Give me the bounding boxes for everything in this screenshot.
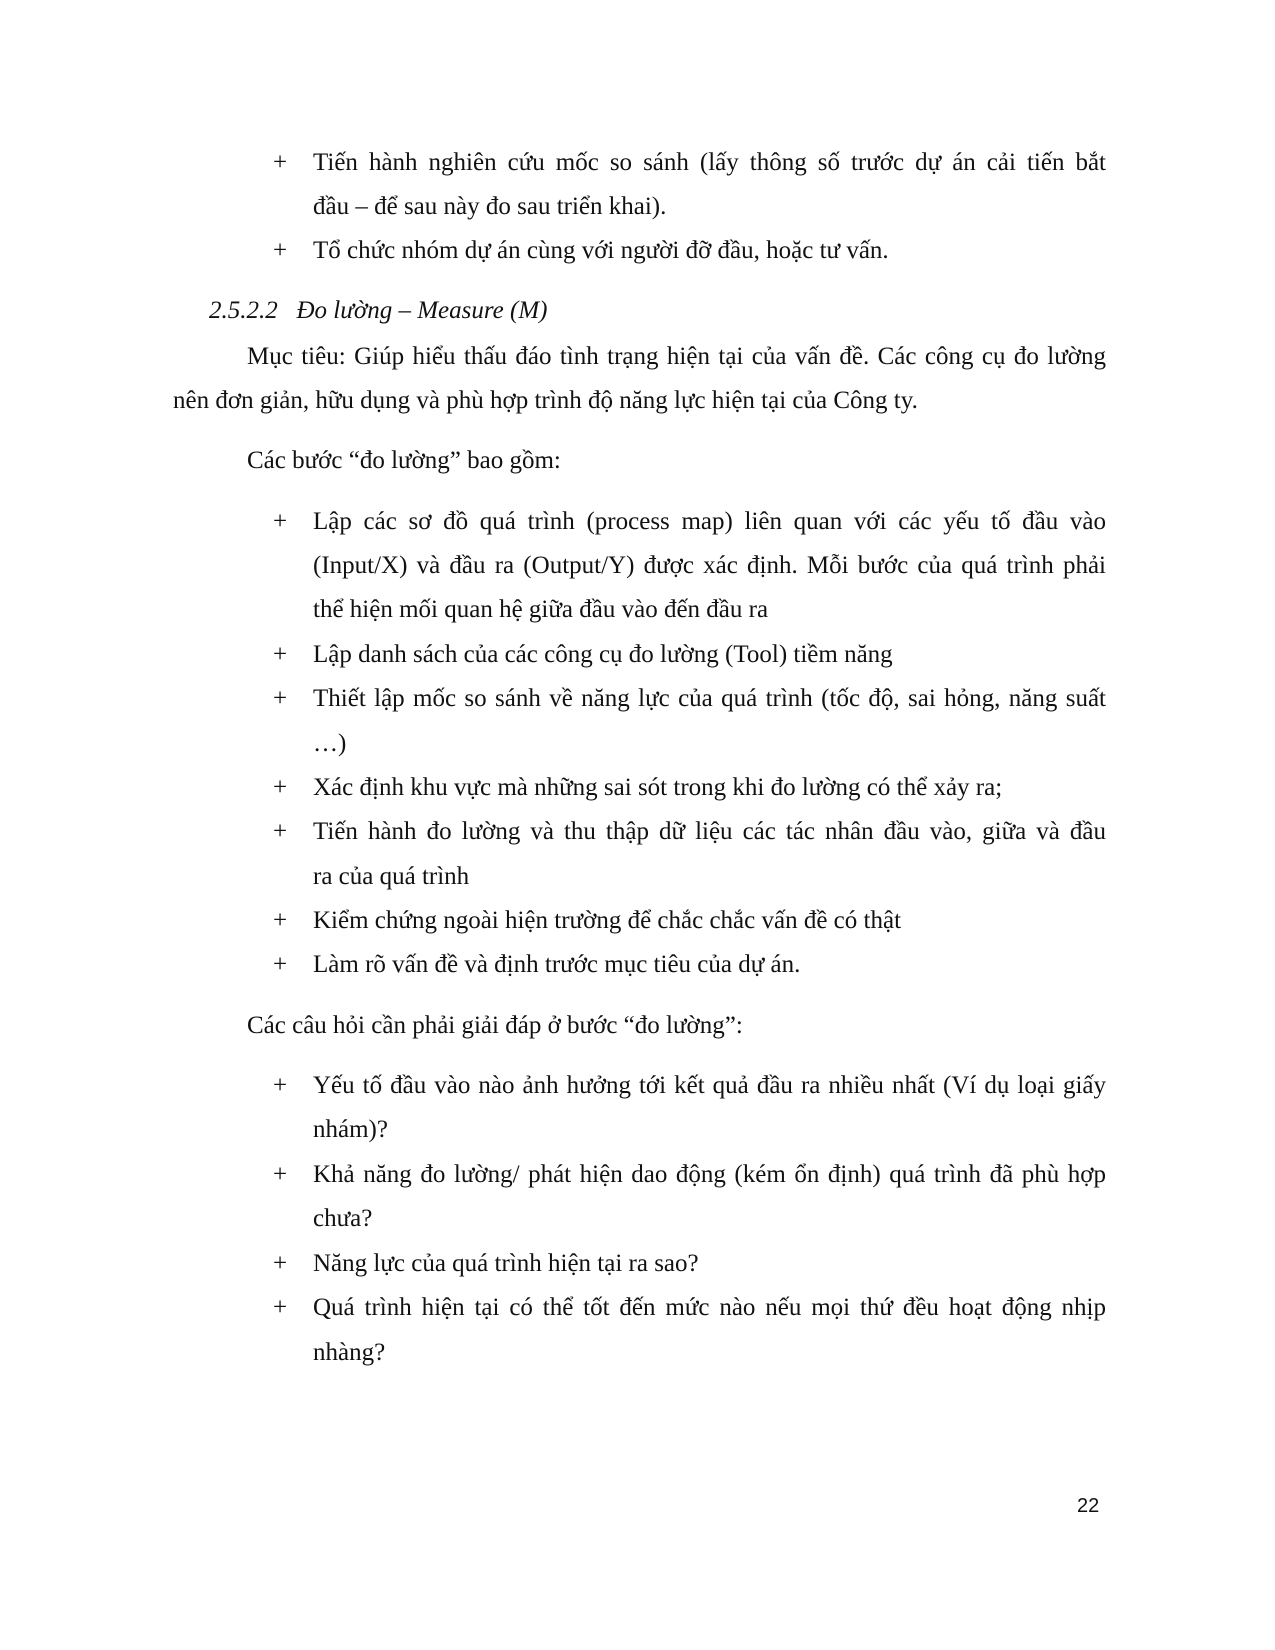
bullet-marker: + bbox=[273, 685, 288, 712]
bullet-marker: + bbox=[273, 237, 288, 264]
list-c-item-4-line-1: Quá trình hiện tại có thể tốt đến mức nào nếu mọi thứ đều hoạt động nhịp bbox=[313, 1294, 1106, 1321]
list-c-item-4-line-2: nhàng? bbox=[313, 1339, 386, 1366]
list-b-item-5-line-1: Tiến hành đo lường và thu thập dữ liệu các tác nhân đầu vào, giữa và đầu bbox=[313, 818, 1106, 845]
objective-line-2: nên đơn giản, hữu dụng và phù hợp trình độ năng lực hiện tại của Công ty. bbox=[173, 387, 918, 414]
list-b-item-5-line-2: ra của quá trình bbox=[313, 863, 470, 890]
list-c-item-3-line-1: Năng lực của quá trình hiện tại ra sao? bbox=[313, 1250, 699, 1277]
bullet-marker: + bbox=[273, 907, 288, 934]
list-b-item-1-line-2: (Input/X) và đầu ra (Output/Y) được xác định. Mỗi bước của quá trình phải bbox=[313, 552, 1106, 579]
steps-intro: Các bước “đo lường” bao gồm: bbox=[247, 447, 561, 474]
list-a-item-2-line-1: Tổ chức nhóm dự án cùng với người đỡ đầu, hoặc tư vấn. bbox=[313, 237, 889, 264]
bullet-marker: + bbox=[273, 1250, 288, 1277]
objective-line-1: Mục tiêu: Giúp hiểu thấu đáo tình trạng hiện tại của vấn đề. Các công cụ đo lường bbox=[247, 343, 1106, 370]
list-b-item-4-line-1: Xác định khu vực mà những sai sót trong khi đo lường có thể xảy ra; bbox=[313, 774, 1003, 801]
list-a-item-1-line-2: đầu – để sau này đo sau triển khai). bbox=[313, 193, 667, 220]
bullet-marker: + bbox=[273, 149, 288, 176]
list-b-item-3-line-2: …) bbox=[313, 730, 347, 757]
list-b-item-3-line-1: Thiết lập mốc so sánh về năng lực của quá trình (tốc độ, sai hỏng, năng suất bbox=[313, 685, 1106, 712]
page-number: 22 bbox=[1077, 1495, 1100, 1517]
list-c-item-2-line-1: Khả năng đo lường/ phát hiện dao động (kém ổn định) quá trình đã phù hợp bbox=[313, 1161, 1106, 1188]
bullet-marker: + bbox=[273, 1161, 288, 1188]
bullet-marker: + bbox=[273, 774, 288, 801]
list-b-item-7-line-1: Làm rõ vấn đề và định trước mục tiêu của dự án. bbox=[313, 951, 801, 978]
list-c-item-1-line-1: Yếu tố đầu vào nào ảnh hưởng tới kết quả đầu ra nhiều nhất (Ví dụ loại giấy bbox=[313, 1072, 1106, 1099]
bullet-marker: + bbox=[273, 641, 288, 668]
list-a-item-1-line-1: Tiến hành nghiên cứu mốc so sánh (lấy thông số trước dự án cải tiến bắt bbox=[313, 149, 1106, 176]
section-number: 2.5.2.2 bbox=[209, 297, 278, 324]
bullet-marker: + bbox=[273, 508, 288, 535]
bullet-marker: + bbox=[273, 1072, 288, 1099]
list-b-item-6-line-1: Kiểm chứng ngoài hiện trường để chắc chắc vấn đề có thật bbox=[313, 907, 902, 934]
section-title: Đo lường – Measure (M) bbox=[296, 297, 548, 324]
bullet-marker: + bbox=[273, 818, 288, 845]
list-c-item-1-line-2: nhám)? bbox=[313, 1116, 388, 1143]
list-b-item-2-line-1: Lập danh sách của các công cụ đo lường (Tool) tiềm năng bbox=[313, 641, 893, 668]
section-heading bbox=[209, 296, 548, 326]
bullet-marker: + bbox=[273, 1294, 288, 1321]
list-c-item-2-line-2: chưa? bbox=[313, 1205, 373, 1232]
bullet-marker: + bbox=[273, 951, 288, 978]
questions-intro: Các câu hỏi cần phải giải đáp ở bước “đo lường”: bbox=[247, 1012, 743, 1039]
list-b-item-1-line-1: Lập các sơ đồ quá trình (process map) liên quan với các yếu tố đầu vào bbox=[313, 508, 1106, 535]
list-b-item-1-line-3: thể hiện mối quan hệ giữa đầu vào đến đầu ra bbox=[313, 596, 769, 623]
